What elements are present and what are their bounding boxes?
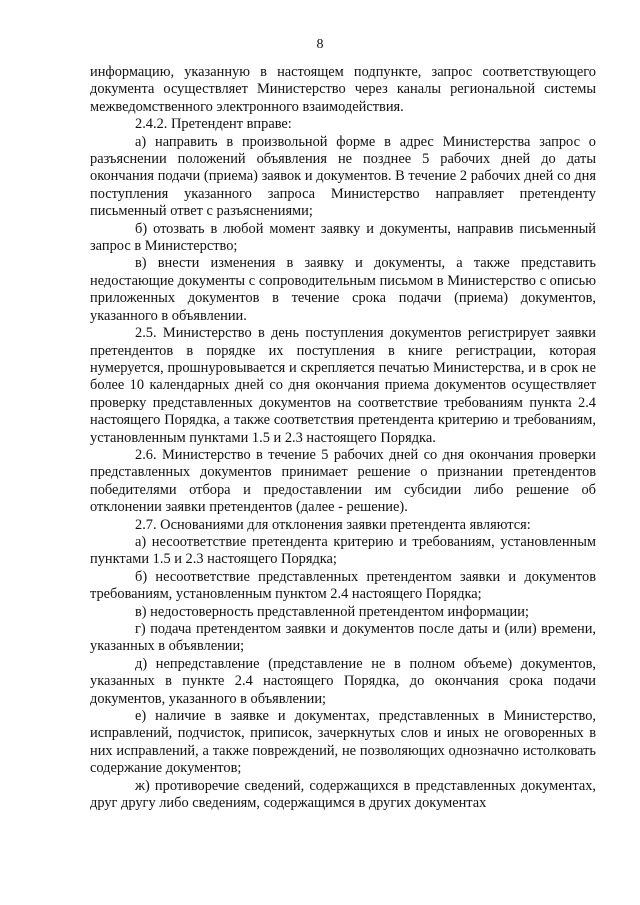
paragraph: д) непредставление (представление не в полном объеме) документов, указанных в пункте 2.4 настоящего Порядка, до окончания срока подачи документов, указанного в объявлении; — [90, 655, 596, 707]
paragraph: информацию, указанную в настоящем подпункте, запрос соответствующего документа осуществляет Министерство через каналы региональной системы межведомственного электронного взаимодействия. — [90, 64, 596, 115]
paragraph: 2.5. Министерство в день поступления документов регистрирует заявки претендентов в порядке их поступления в книге регистрации, которая нумеруется, прошнуровывается и скрепляется печатью Министерства, и в срок не более 10 календарных дней со дня окончания приема документов осуществляет проверку представленных документов на соответствие требованиям пункта 2.4 настоящего Порядка, а также соответствия претендента критерию и требованиям, установленным пунктами 1.5 и 2.3 настоящего Порядка. — [90, 325, 596, 446]
paragraph: 2.4.2. Претендент вправе: — [135, 116, 292, 133]
paragraph: в) недостоверность представленной претендентом информации; — [135, 603, 529, 620]
paragraph: а) несоответствие претендента критерию и требованиям, установленным пунктами 1.5 и 2.3 настоящего Порядка; — [90, 533, 596, 568]
paragraph: б) отозвать в любой момент заявку и документы, направив письменный запрос в Министерство; — [90, 220, 596, 255]
paragraph: е) наличие в заявке и документах, представленных в Министерство, исправлений, подчисток, приписок, зачеркнутых слов и иных не оговоренных в них исправлений, а также повреждений, не позволяющих однозначно истолковать содержание документов; — [90, 708, 596, 777]
document-body — [90, 64, 596, 812]
paragraph: г) подача претендентом заявки и документов после даты и (или) времени, указанных в объявлении; — [90, 621, 596, 655]
paragraph: 2.6. Министерство в течение 5 рабочих дней со дня окончания проверки представленных документов принимает решение о признании претендентов победителями отбора и предоставлении им субсидии либо решение об отклонении заявки претендентов (далее - решение). — [90, 446, 596, 516]
paragraph: ж) противоречие сведений, содержащихся в представленных документах, друг другу либо сведениям, содержащимся в других документах — [90, 777, 596, 812]
paragraph: б) несоответствие представленных претендентом заявки и документов требованиям, установленным пунктом 2.4 настоящего Порядка; — [90, 568, 596, 603]
paragraph: в) внести изменения в заявку и документы, а также представить недостающие документы с сопроводительным письмом в Министерство с описью приложенных документов в течение срока подачи (приема) документов, указанного в объявлении. — [90, 255, 596, 324]
paragraph: 2.7. Основаниями для отклонения заявки претендента являются: — [135, 516, 531, 533]
page-number: 8 — [316, 37, 324, 52]
paragraph: а) направить в произвольной форме в адрес Министерства запрос о разъяснении положений объявления не позднее 5 рабочих дней до даты окончания подачи (приема) заявок и документов. В течение 2 рабочих дней со дня поступления указанного запроса Министерство направляет претенденту письменный ответ с разъяснениями; — [90, 133, 596, 220]
